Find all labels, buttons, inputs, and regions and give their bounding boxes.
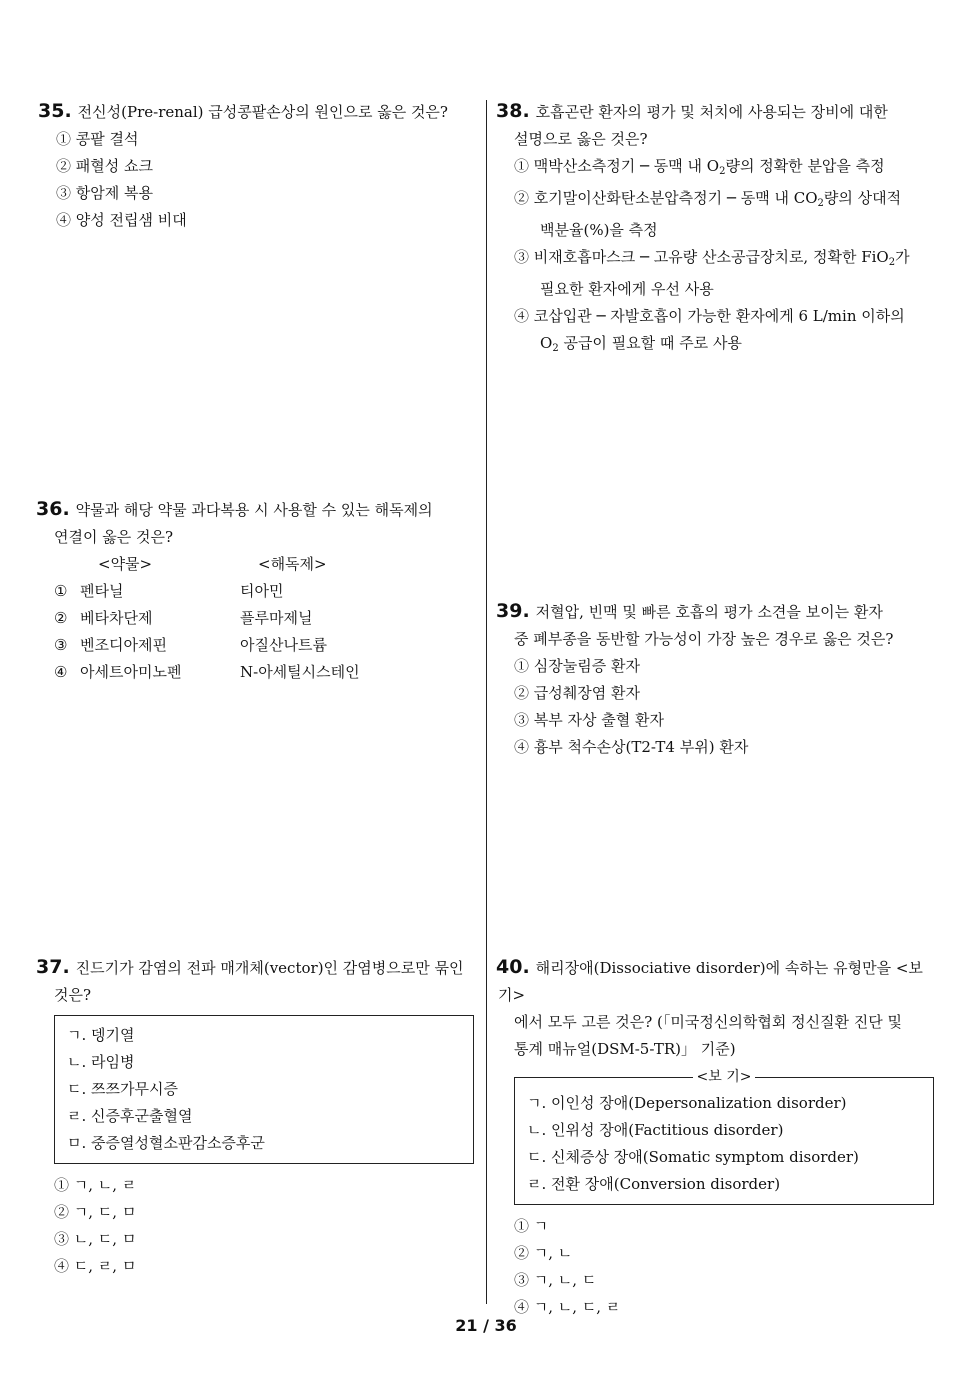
option-3[interactable]: ③ 복부 자상 출혈 환자 — [514, 711, 664, 729]
box-item: ㄷ. 쯔쯔가무시증 — [67, 1080, 178, 1098]
question-38 — [498, 98, 934, 362]
bogi-title: <보 기> — [693, 1069, 756, 1085]
antidote: 플루마제닐 — [240, 609, 313, 627]
question-stem-cont: 것은? — [54, 986, 92, 1004]
option-4-cont: $O_2$ 공급이 필요할 때 주로 사용 — [540, 334, 742, 354]
question-number: 40. — [496, 956, 530, 978]
option-4[interactable]: ④ 아세트아미노펜 N-아세틸시스테인 — [38, 659, 478, 686]
box-item: ㄱ. 이인성 장애(Depersonalization disorder) — [527, 1094, 847, 1112]
page-number: 21 / 36 — [455, 1316, 517, 1335]
option-3[interactable]: ③ 항암제 복용 — [56, 184, 153, 202]
question-stem: 저혈압, 빈맥 및 빠른 호흡의 평가 소견을 보이는 환자 — [535, 603, 883, 621]
option-4[interactable]: ④ 코삽입관 ─ 자발호흡이 가능한 환자에게 6 L/min 이하의 — [514, 307, 905, 325]
option-1[interactable]: ① 맥박산소측정기 ─ 동맥 내 $O_2$량의 정확한 분압을 측정 — [514, 157, 885, 177]
antidote: N-아세틸시스테인 — [240, 663, 360, 681]
question-stem: 호흡곤란 환자의 평가 및 처치에 사용되는 장비에 대한 — [535, 103, 888, 121]
question-stem-cont: 연결이 옳은 것은? — [54, 528, 174, 546]
col-drug-header: <약물> — [98, 555, 153, 573]
option-2[interactable]: ② 호기말이산화탄소분압측정기 ─ 동맥 내 $CO_2$량의 상대적 — [514, 189, 902, 209]
option-2-cont: 백분율(%)을 측정 — [540, 221, 658, 239]
option-1[interactable]: ① ㄱ — [514, 1217, 549, 1235]
option-2[interactable]: ② 급성췌장염 환자 — [514, 684, 640, 702]
drug: 베타차단제 — [80, 609, 153, 627]
question-40 — [498, 954, 934, 1321]
option-4[interactable]: ④ ㄷ, ㄹ, ㅁ — [54, 1257, 137, 1275]
question-stem-cont: 에서 모두 고른 것은? (「미국정신의학협회 정신질환 진단 및 — [514, 1013, 903, 1031]
question-36 — [38, 496, 478, 686]
question-stem: 진드기가 감염의 전파 매개체(vector)인 감염병으로만 묶인 — [75, 959, 464, 977]
option-2[interactable]: ② 패혈성 쇼크 — [56, 157, 153, 175]
table-header — [38, 551, 478, 578]
question-stem-cont: 중 폐부종을 동반할 가능성이 가장 높은 경우로 옳은 것은? — [514, 630, 894, 648]
box-item: ㄴ. 인위성 장애(Factitious disorder) — [527, 1121, 784, 1139]
example-box — [54, 1015, 474, 1164]
option-1[interactable]: ① 펜타닐 티아민 — [38, 578, 478, 605]
box-item: ㄹ. 신증후군출혈열 — [67, 1107, 193, 1125]
box-item: ㄱ. 뎅기열 — [67, 1026, 135, 1044]
question-number: 36. — [36, 498, 70, 520]
option-2[interactable]: ② ㄱ, ㄷ, ㅁ — [54, 1203, 137, 1221]
option-4[interactable]: ④ ㄱ, ㄴ, ㄷ, ㄹ — [514, 1298, 621, 1316]
option-3[interactable]: ③ ㄴ, ㄷ, ㅁ — [54, 1230, 137, 1248]
antidote: 티아민 — [240, 582, 284, 600]
question-number: 37. — [36, 956, 70, 978]
question-stem: 전신성(Pre-renal) 급성콩팥손상의 원인으로 옳은 것은? — [77, 103, 448, 121]
bogi-box — [514, 1069, 934, 1205]
question-stem-cont: 통계 매뉴얼(DSM-5-TR)」 기준) — [514, 1040, 736, 1058]
option-2[interactable]: ② 베타차단제 플루마제닐 — [38, 605, 478, 632]
option-3[interactable]: ③ ㄱ, ㄴ, ㄷ — [514, 1271, 597, 1289]
question-stem: 해리장애(Dissociative disorder)에 속하는 유형만을 <보기> — [498, 959, 923, 1004]
question-number: 39. — [496, 600, 530, 622]
box-item: ㄹ. 전환 장애(Conversion disorder) — [527, 1175, 781, 1193]
question-number: 38. — [496, 100, 530, 122]
option-1[interactable]: ① 콩팥 결석 — [56, 130, 139, 148]
question-stem: 약물과 해당 약물 과다복용 시 사용할 수 있는 해독제의 — [75, 501, 433, 519]
antidote: 아질산나트륨 — [240, 636, 327, 654]
question-37 — [38, 954, 474, 1280]
box-item: ㄴ. 라임병 — [67, 1053, 135, 1071]
option-4[interactable]: ④ 양성 전립샘 비대 — [56, 211, 187, 229]
col-antidote-header: <해독제> — [258, 555, 327, 573]
option-1[interactable]: ① ㄱ, ㄴ, ㄹ — [54, 1176, 137, 1194]
drug: 벤조디아제핀 — [80, 636, 167, 654]
option-1[interactable]: ① 심장눌림증 환자 — [514, 657, 640, 675]
question-35 — [40, 98, 476, 234]
option-3[interactable]: ③ 비재호흡마스크 ─ 고유량 산소공급장치로, 정확한 FiO$_2$가 — [514, 248, 910, 268]
drug: 펜타닐 — [80, 582, 124, 600]
option-2[interactable]: ② ㄱ, ㄴ — [514, 1244, 573, 1262]
option-3[interactable]: ③ 벤조디아제핀 아질산나트륨 — [38, 632, 478, 659]
box-item: ㅁ. 중증열성혈소판감소증후군 — [67, 1134, 265, 1152]
question-number: 35. — [38, 100, 72, 122]
column-divider — [486, 100, 487, 1304]
drug: 아세트아미노펜 — [80, 663, 182, 681]
option-4[interactable]: ④ 흉부 척수손상(T2-T4 부위) 환자 — [514, 738, 749, 756]
box-item: ㄷ. 신체증상 장애(Somatic symptom disorder) — [527, 1148, 859, 1166]
option-3-cont: 필요한 환자에게 우선 사용 — [540, 280, 714, 298]
question-39 — [498, 598, 934, 761]
question-stem-cont: 설명으로 옳은 것은? — [514, 130, 648, 148]
